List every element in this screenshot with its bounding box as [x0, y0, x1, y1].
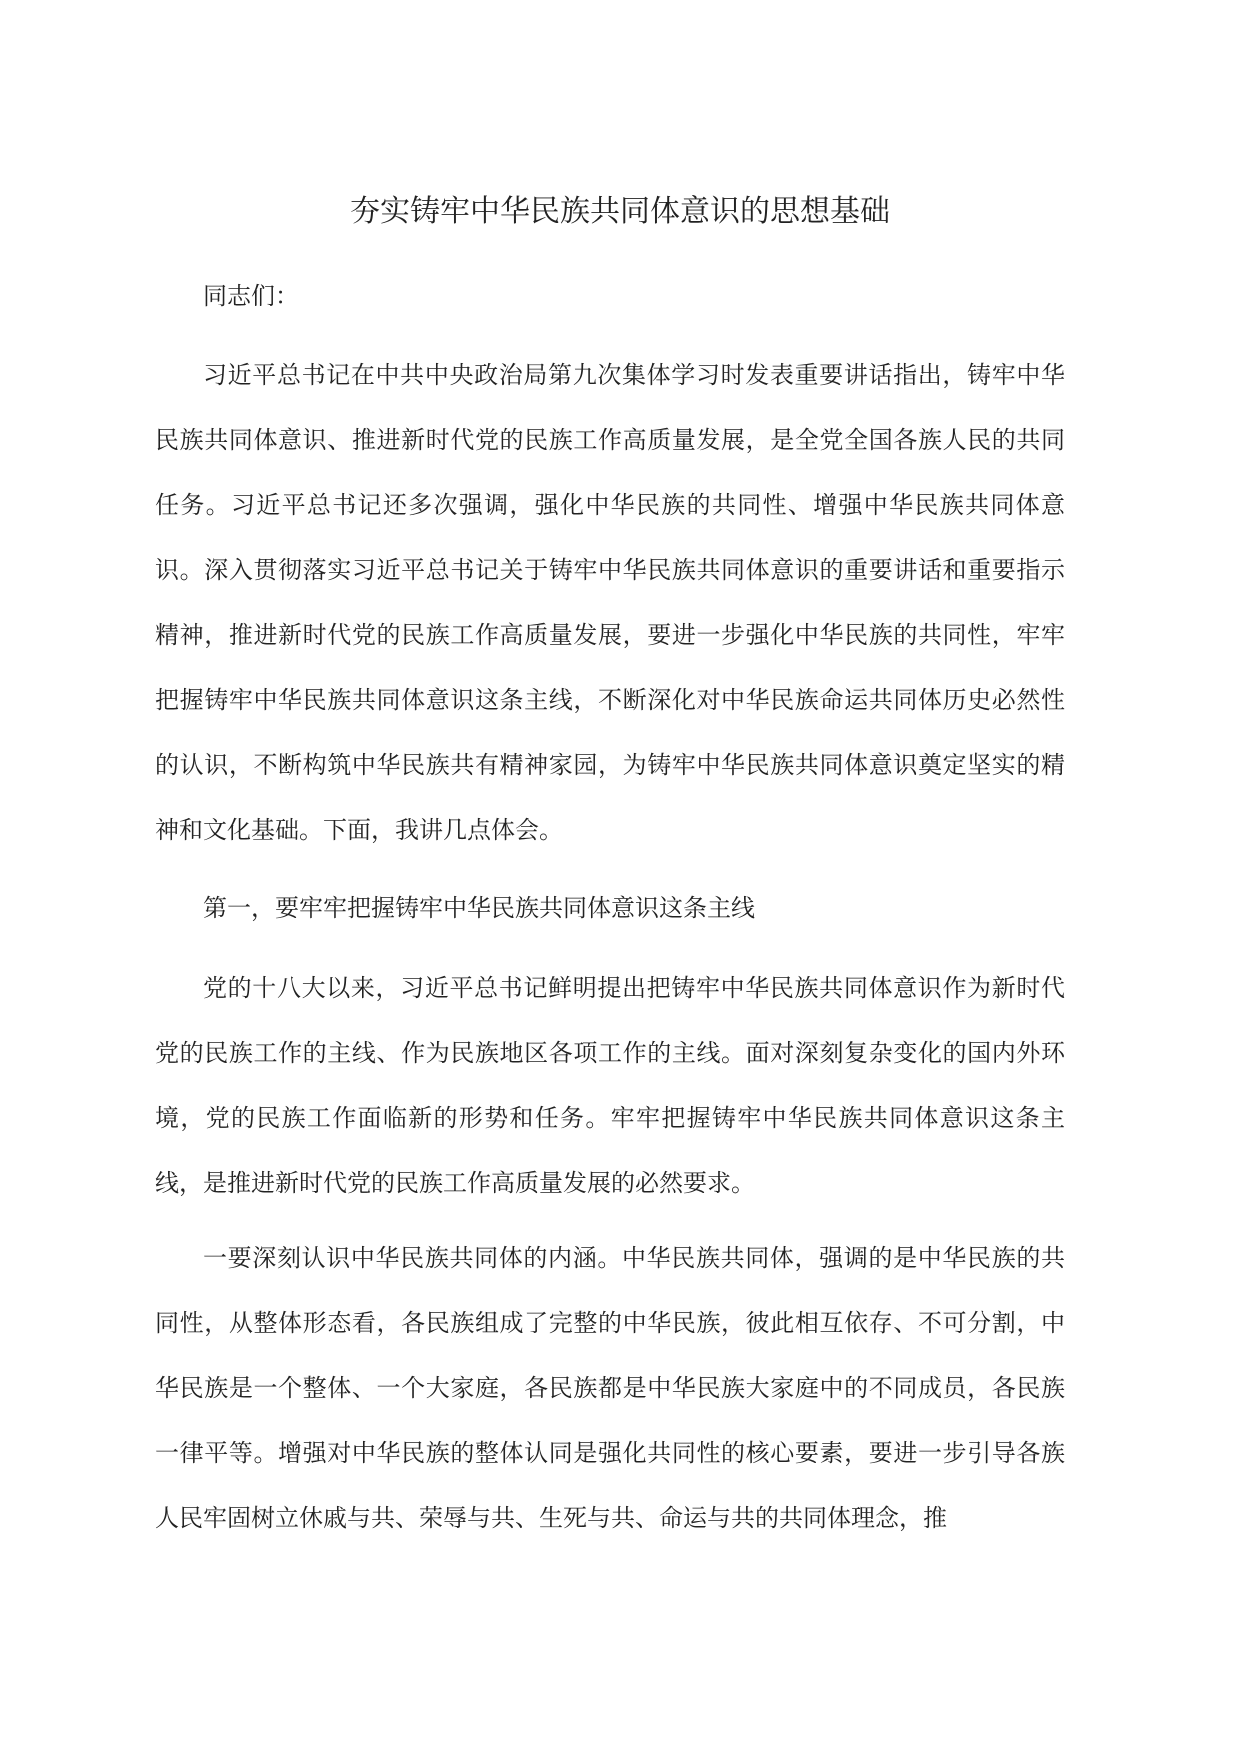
document-title: 夯实铸牢中华民族共同体意识的思想基础 [350, 194, 890, 229]
paragraph-section-one: 党的十八大以来，习近平总书记鲜明提出把铸牢中华民族共同体意识作为新时代党的民族工作的主线、作为民族地区各项工作的主线。面对深刻复杂变化的国内外环境，党的民族工作面临新的形势和任务。牢牢把握铸牢中华民族共同体意识这条主线，是推进新时代党的民族工作高质量发展的必然要求。 [155, 974, 1065, 1197]
salutation: 同志们： [203, 282, 299, 310]
section-heading-first: 第一，要牢牢把握铸牢中华民族共同体意识这条主线 [203, 894, 755, 922]
paragraph-intro: 习近平总书记在中共中央政治局第九次集体学习时发表重要讲话指出，铸牢中华民族共同体意识、推进新时代党的民族工作高质量发展，是全党全国各族人民的共同任务。习近平总书记还多次强调，强化中华民族的共同性、增强中华民族共同体意识。深入贯彻落实习近平总书记关于铸牢中华民族共同体意识的重要讲话和重要指示精神，推进新时代党的民族工作高质量发展，要进一步强化中华民族的共同性，牢牢把握铸牢中华民族共同体意识这条主线，不断深化对中华民族命运共同体历史必然性的认识，不断构筑中华民族共有精神家园，为铸牢中华民族共同体意识奠定坚实的精神和文化基础。下面，我讲几点体会。 [155, 361, 1065, 844]
paragraph-community-meaning: 一要深刻认识中华民族共同体的内涵。中华民族共同体，强调的是中华民族的共同性，从整体形态看，各民族组成了完整的中华民族，彼此相互依存、不可分割，中华民族是一个整体、一个大家庭，各民族都是中华民族大家庭中的不同成员，各民族一律平等。增强对中华民族的整体认同是强化共同性的核心要素，要进一步引导各族人民牢固树立休戚与共、荣辱与共、生死与共、命运与共的共同体理念，推 [155, 1244, 1065, 1532]
